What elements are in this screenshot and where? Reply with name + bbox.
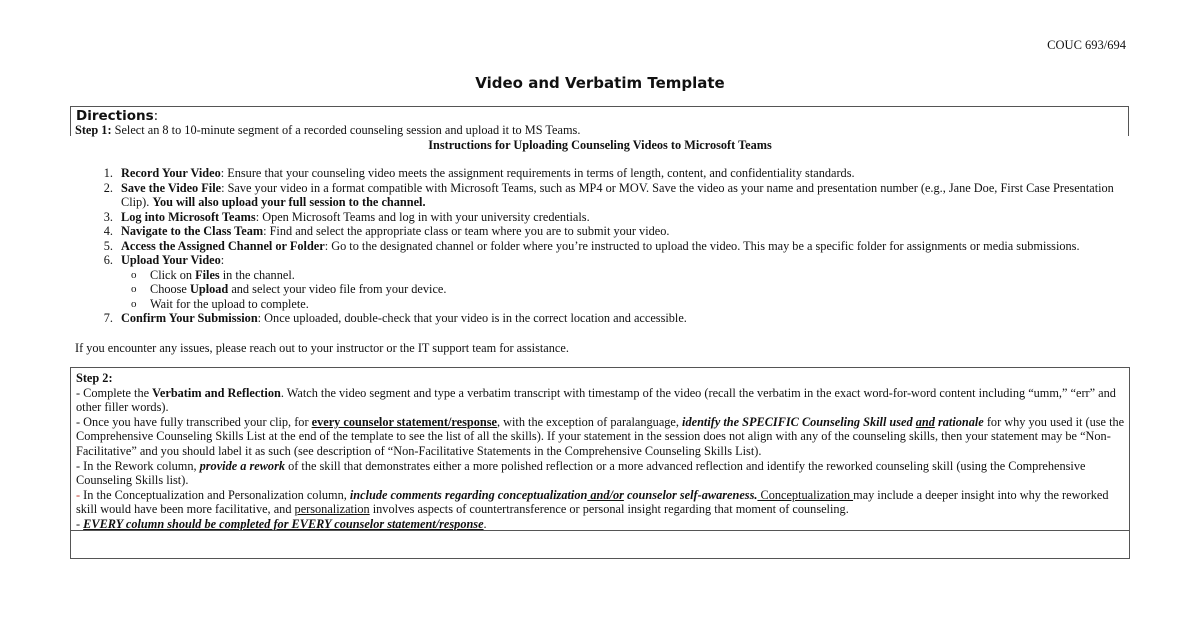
empty-table-row: [70, 530, 1130, 559]
bullet-icon: o: [131, 297, 137, 310]
step2-box: [70, 367, 1130, 531]
step2-label: Step 2:: [76, 371, 113, 385]
instructions-heading: Instructions for Uploading Counseling Videos to Microsoft Teams: [428, 138, 772, 152]
document-title: Video and Verbatim Template: [475, 74, 725, 92]
course-code: COUC 693/694: [1047, 38, 1126, 52]
step1-label: Step 1:: [75, 123, 112, 137]
list-item: 3. Log into Microsoft Teams: Open Microsoft Teams and log in with your university credentials.: [103, 209, 590, 224]
list-item: 6. Upload Your Video:: [103, 253, 225, 267]
list-item: 2. Save the Video File: Save your video in a format compatible with Microsoft Teams, such as MP4 or MOV. Save the video as your name and presentation number (e.g., Jane Doe, First Case Presentation Clip). You will also upload your full session to the channel.: [103, 180, 1114, 209]
step2-paragraph-5: - EVERY column should be completed for EVERY counselor statement/response.: [76, 516, 487, 531]
step2-paragraph-4: - In the Conceptualization and Personalization column, include comments regarding conceptualization and/or counselor self-awareness. Conceptualization may include a deeper insight into why the reworked skill would have been more facilitative, and personalization involves aspects of countertransference or personal insight regarding that moment of counseling.: [76, 487, 1109, 517]
step1-text: Select an 8 to 10-minute segment of a recorded counseling session and upload it to MS Teams.: [111, 123, 581, 137]
bullet-icon: o: [131, 283, 137, 295]
step2-paragraph-2: - Once you have fully transcribed your clip, for every counselor statement/response, with the exception of paralanguage, identify the SPECIFIC Counseling Skill used and rationale for why you used it (use the Comprehensive Counseling Skills List at the end of the template to see the list of all the skills). If your statement in the session does not align with any of the counseling skills, then your statement may be “Non-Facilitative” and you should label it as such (see description of “Non-Facilitative Statements in the Comprehensive Counseling Skills List).: [76, 414, 1125, 458]
list-item: 7. Confirm Your Submission: Once uploaded, double-check that your video is in the correct location and accessible.: [103, 311, 687, 325]
sub-list-item: o Choose Upload and select your video file from your device.: [131, 282, 447, 296]
list-item: 5. Access the Assigned Channel or Folder: Go to the designated channel or folder where you’re instructed to upload the video. This may be a specific folder for assignments or media submissions.: [103, 238, 1080, 253]
step1-line: [75, 123, 580, 138]
directions-label: Directions:: [76, 108, 159, 124]
bullet-icon: o: [131, 268, 137, 281]
upload-steps-list: [75, 166, 1135, 326]
step2-paragraph-3: - In the Rework column, provide a rework of the skill that demonstrates either a more polished reflection or a more advanced reflection and identify the reworked counseling skill (using the Comprehensive Counseling Skills list).: [76, 458, 1086, 488]
support-note: If you encounter any issues, please reach out to your instructor or the IT support team for assistance.: [75, 341, 569, 355]
sub-list-item: o Click on Files in the channel.: [131, 267, 295, 282]
sub-list-item: o Wait for the upload to complete.: [131, 296, 309, 311]
list-item: 4. Navigate to the Class Team: Find and select the appropriate class or team where you are to submit your video.: [103, 224, 670, 238]
step2-paragraph-1: - Complete the Verbatim and Reflection. Watch the video segment and type a verbatim transcript with timestamp of the video (recall the verbatim in the exact word-for-word content including “umm,” “err” and other filler words).: [76, 385, 1116, 415]
list-item: 1. Record Your Video: Ensure that your counseling video meets the assignment requirements in terms of length, content, and confidentiality standards.: [103, 166, 855, 180]
